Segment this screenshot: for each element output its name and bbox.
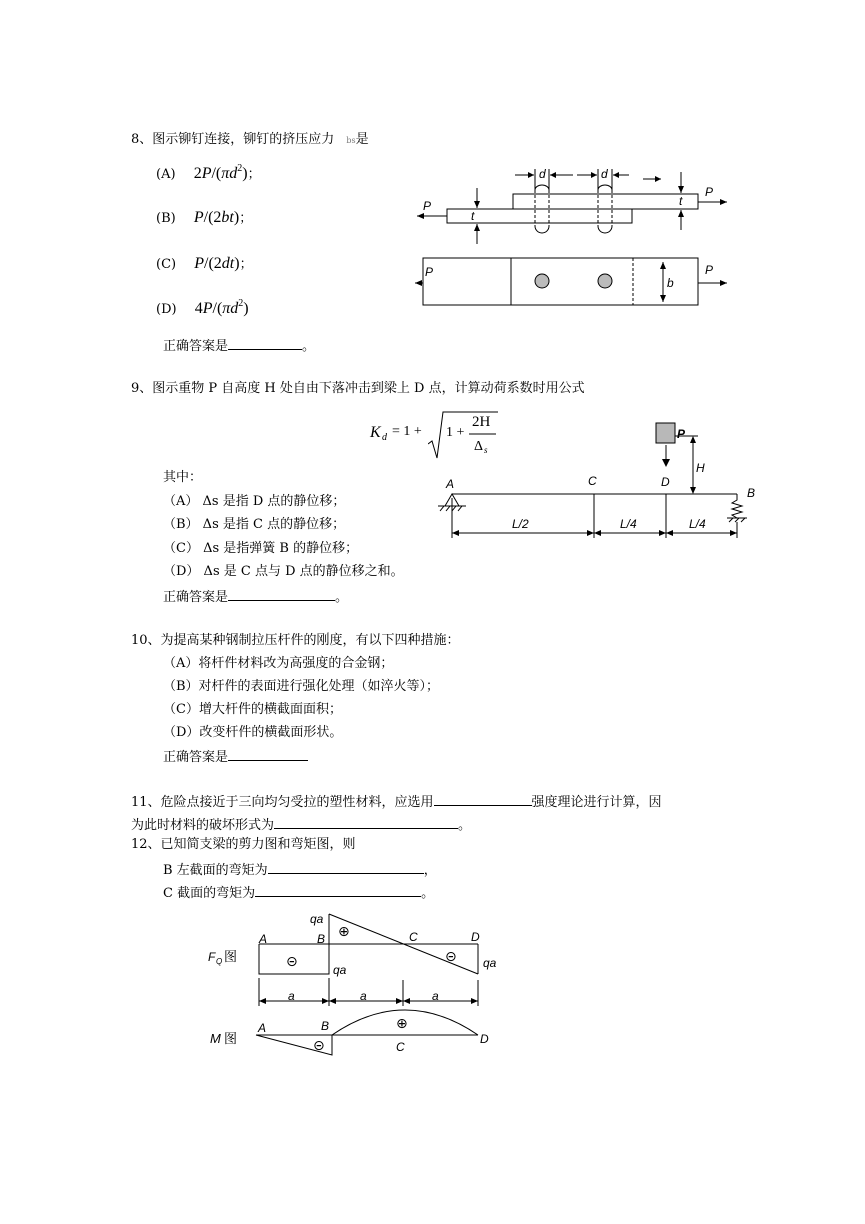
- plan-view-plate: [423, 258, 698, 305]
- label-d-2: d: [601, 167, 608, 181]
- label-B-moment: B: [321, 1019, 330, 1033]
- upper-plate: [513, 194, 698, 209]
- q9-option-c[interactable]: （C） Δs 是指弹簧 B 的静位移；: [163, 541, 359, 556]
- q10-answer-blank[interactable]: [228, 747, 308, 761]
- q8-answer-blank[interactable]: [228, 336, 302, 350]
- label-P-left: P: [423, 199, 432, 213]
- rivet-2: [598, 274, 612, 288]
- label-L-quarter-2: L/4: [689, 517, 706, 531]
- moment-minus-sign: ⊝: [313, 1037, 325, 1053]
- rivet-joint-figure: [415, 162, 735, 314]
- label-C-shear: C: [409, 930, 418, 944]
- label-P-plan-left: P: [425, 265, 434, 279]
- q10-option-d[interactable]: （D）改变杆件的横截面形状。: [163, 725, 343, 740]
- q10-answer: 正确答案是: [163, 747, 308, 766]
- q12-line-c: C 截面的弯矩为 。: [163, 883, 434, 902]
- label-A-moment: A: [258, 1021, 267, 1035]
- label-B: B: [747, 486, 756, 500]
- label-P-right: P: [705, 185, 714, 199]
- shear-minus-sign-1: ⊝: [286, 953, 298, 969]
- lower-plate: [447, 209, 632, 223]
- q9-option-d[interactable]: （D） Δs 是 C 点与 D 点的静位移之和。: [163, 564, 404, 579]
- label-L-half: L/2: [512, 517, 529, 531]
- label-t-right: t: [679, 194, 683, 208]
- falling-weight: [656, 423, 675, 443]
- q10-option-c[interactable]: （C）增大杆件的横截面面积；: [163, 702, 342, 717]
- q9-option-b[interactable]: （B） Δs 是指 C 点的静位移；: [163, 517, 346, 532]
- q9-answer-blank[interactable]: [228, 587, 335, 601]
- q8-option-b[interactable]: (B) P/(2bt)；: [156, 209, 253, 226]
- label-a-2: a: [360, 989, 367, 1003]
- q12-stem: 12、已知简支梁的剪力图和弯矩图，则: [131, 837, 356, 852]
- q9-stem: 9、图示重物 P 自高度 H 处自由下落冲击到梁上 D 点，计算动荷系数时用公式: [131, 381, 585, 396]
- label-FQ-tu: 图: [224, 950, 238, 965]
- shear-plus-sign: ⊕: [338, 923, 350, 939]
- label-A-shear: A: [259, 932, 268, 946]
- impact-beam-figure: [430, 418, 760, 544]
- q8-stem: 8、图示铆钉连接，铆钉的挤压应力 bs是: [131, 132, 369, 147]
- q8-option-d[interactable]: (D) $4P/(\pi d^2)$: [156, 298, 249, 317]
- q9-answer: 正确答案是 。: [163, 587, 348, 606]
- label-a-3: a: [432, 989, 439, 1003]
- label-A: A: [446, 477, 455, 491]
- q11-line-1: 11、危险点接近于三向均匀受拉的塑性材料，应选用 强度理论进行计算，因: [131, 792, 662, 811]
- label-B-shear: B: [317, 932, 326, 946]
- q8-option-c[interactable]: (C) P/(2dt)；: [156, 255, 253, 272]
- label-M: M: [210, 1031, 221, 1046]
- q12-blank-b[interactable]: [268, 860, 424, 874]
- q9-intro: 其中：: [163, 470, 203, 485]
- label-b: b: [667, 276, 674, 290]
- label-d-1: d: [539, 167, 546, 181]
- q12-blank-c[interactable]: [255, 883, 421, 897]
- label-qa-top: qa: [310, 912, 324, 926]
- q10-option-a[interactable]: （A）将杆件材料改为高强度的合金钢；: [163, 656, 394, 671]
- q11-line-2: 为此时材料的破坏形式为 。: [131, 815, 471, 834]
- shear-minus-sign-2: ⊝: [445, 948, 457, 964]
- label-D: D: [661, 475, 670, 489]
- dynamic-factor-formula: K d = 1 + 1 + 2H Δ s: [370, 408, 500, 460]
- label-qa-bottom: qa: [333, 963, 347, 977]
- q11-blank-1[interactable]: [434, 792, 532, 806]
- q10-option-b[interactable]: （B）对杆件的表面进行强化处理（如淬火等）；: [163, 679, 440, 694]
- q10-stem: 10、为提高某种钢制拉压杆件的刚度，有以下四种措施：: [131, 633, 460, 648]
- label-C: C: [588, 474, 597, 488]
- label-a-1: a: [288, 989, 295, 1003]
- q8-answer: 正确答案是 。: [163, 336, 315, 355]
- q9-option-a[interactable]: （A） Δs 是指 D 点的静位移；: [163, 494, 346, 509]
- label-H: H: [696, 461, 705, 475]
- spring-b: [732, 494, 742, 518]
- label-P: P: [677, 427, 686, 441]
- shear-moment-diagrams: [200, 910, 520, 1060]
- label-P-plan-right: P: [705, 263, 714, 277]
- label-L-quarter-1: L/4: [620, 517, 637, 531]
- label-D-shear: D: [471, 930, 480, 944]
- q8-option-a[interactable]: (A) $2P/(\pi d^2)$；: [156, 163, 261, 182]
- label-FQ: F: [208, 950, 216, 964]
- label-D-moment: D: [480, 1032, 489, 1046]
- moment-plus-sign: ⊕: [396, 1015, 408, 1031]
- label-C-moment: C: [396, 1040, 405, 1054]
- label-qa-right: qa: [483, 956, 497, 970]
- svg-text:Q: Q: [216, 957, 223, 966]
- q11-blank-2[interactable]: [274, 815, 458, 829]
- q12-line-b: B 左截面的弯矩为 ，: [163, 860, 437, 879]
- label-t-left: t: [471, 209, 475, 223]
- label-M-tu: 图: [224, 1032, 238, 1047]
- rivet-1: [535, 274, 549, 288]
